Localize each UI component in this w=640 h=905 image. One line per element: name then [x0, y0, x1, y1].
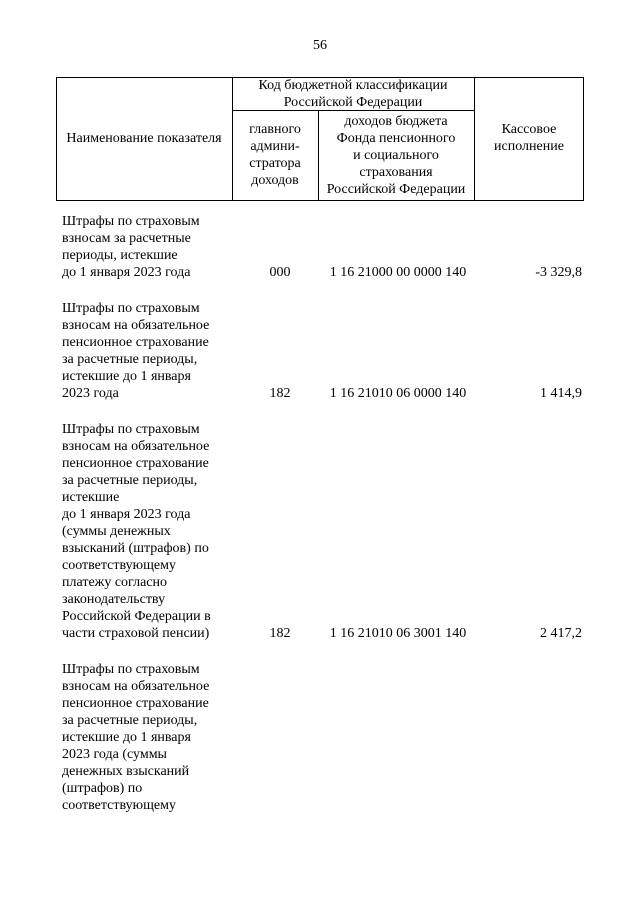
row-name: Штрафы по страховым взносам на обязательное пенсионное страхование за расчетные периоды, истекшие до 1 января 2023 года [62, 301, 210, 401]
row-budget-code: 1 16 21010 06 0000 140 [329, 386, 467, 401]
row-value: 2 417,2 [540, 626, 582, 641]
row-admin-code: 182 [269, 626, 291, 641]
row-budget-code: 1 16 21010 06 3001 140 [329, 626, 467, 641]
header-border-bottom [56, 200, 584, 201]
row-admin-code: 182 [269, 386, 291, 401]
header-income-column: доходов бюджета Фонда пенсионного и социального страхования Российской Федерации [326, 114, 466, 197]
row-name: Штрафы по страховым взносам за расчетные периоды, истекшие до 1 января 2023 года [62, 214, 200, 280]
header-admin-column: главного админи- стратора доходов [249, 122, 301, 188]
row-admin-code: 000 [269, 265, 291, 280]
header-exec-column: Кассовое исполнение [494, 122, 564, 154]
header-code-group: Код бюджетной классификации Российской Федерации [258, 78, 448, 110]
row-name: Штрафы по страховым взносам на обязательное пенсионное страхование за расчетные периоды, истекшие до 1 января 2023 года (суммы денежных взысканий (штрафов) по соответствующему платежу согласно законодательству Российской Федерации в части страховой пенсии) [62, 422, 211, 641]
row-name: Штрафы по страховым взносам на обязательное пенсионное страхование за расчетные периоды, истекшие до 1 января 2023 года (суммы денежных взысканий (штрафов) по соответствующему [62, 662, 210, 813]
table-header [56, 77, 584, 201]
row-budget-code: 1 16 21000 00 0000 140 [329, 265, 467, 280]
row-value: -3 329,8 [535, 265, 582, 280]
header-name-column: Наименование показателя [66, 131, 222, 146]
page-number: 56 [313, 38, 327, 53]
row-value: 1 414,9 [540, 386, 582, 401]
